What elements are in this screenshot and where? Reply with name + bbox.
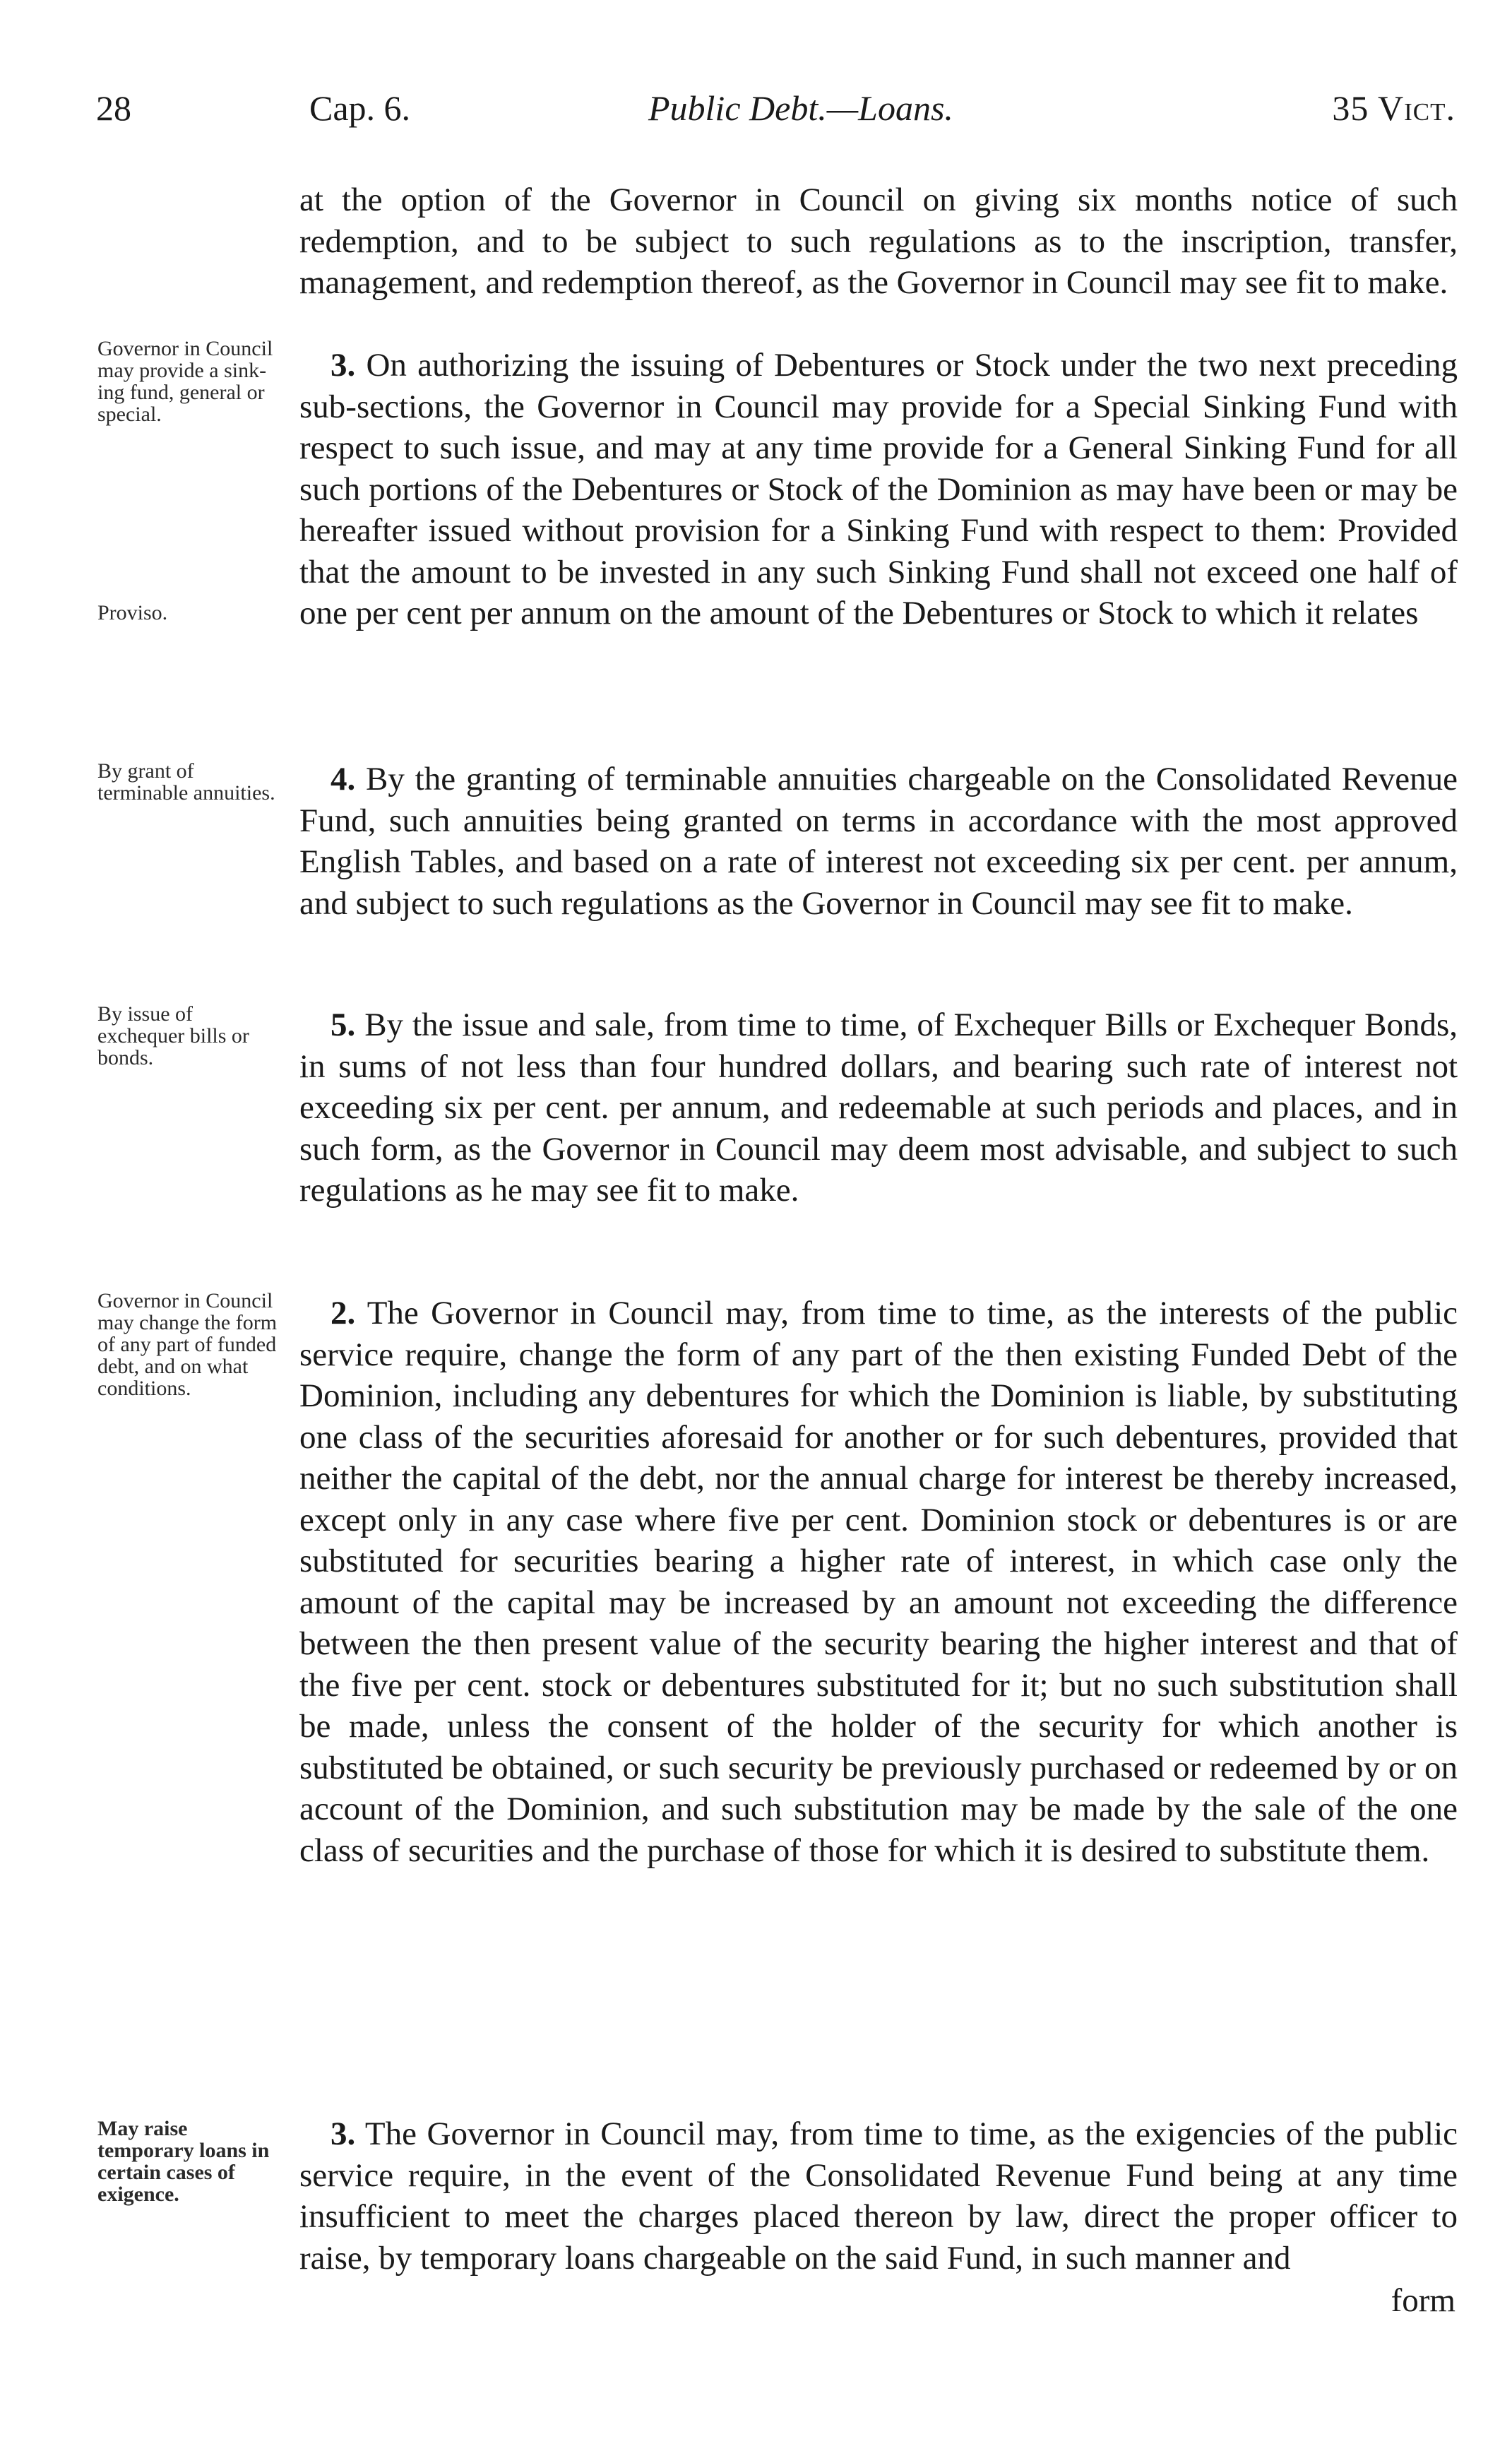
subsection-4-number: 4. bbox=[331, 761, 356, 797]
margin-note-proviso: Proviso. bbox=[97, 601, 168, 624]
section-2-number: 2. bbox=[331, 1295, 356, 1331]
margin-note-exchequer: By issue of exchequer bills or bonds. bbox=[97, 1002, 249, 1069]
continuation-paragraph: at the option of the Governor in Council on giving six months notice of such redemption, and to be subject to such regulations as to the inscription, transfer, management, and redemption thereof, as the Governor in Council may see fit to make. bbox=[299, 182, 1458, 301]
section-2-text: The Governor in Council may, from time to time, as the interests of the public service require, change the form of any part of the then existing Funded Debt of the Dominion, including any debentures for which the Dominion is liable, by substituting one class of the securities aforesaid for another or for such debentures, provided that neither the capital of the debt, nor the annual charge for interest be thereby increased, except only in any case where five per cent. Dominion stock or debentures is or are substituted for securities bearing a higher rate of interest, in which case only the amount of the capital may be increased by an amount not exceeding the difference between the then present value of the security bearing the higher interest and that of the five per cent. stock or debentures substituted for it; but no such substitution shall be made, unless the consent of the holder of the security for which another is substituted be obtained, or such security be previously purchased or redeemed by or on account of the Dominion, and such substitution may be made by the sale of the one class of securities and the purchase of those for which it is desired to substitute them. bbox=[299, 1295, 1458, 1869]
subsection-3-number: 3. bbox=[331, 347, 356, 384]
catchword: form bbox=[1391, 2282, 1456, 2319]
margin-note-change-form: Governor in Council may change the form of any part of funded debt, and on what conditions. bbox=[97, 1289, 278, 1400]
running-title: Public Debt.—Loans. bbox=[648, 88, 953, 128]
subsection-5-text: By the issue and sale, from time to time, of Exchequer Bills or Exchequer Bonds, in sums of not less than four hundred dollars, and bearing such rate of interest not exceeding six per cent. per annum, and redeemable at such periods and places, and in such form, as the Governor in Council may deem most advisable, and subject to such regulations as he may see fit to make. bbox=[299, 1007, 1458, 1209]
subsection-3-text: On authorizing the issuing of Debentures or Stock under the two next preceding sub-sections, the Governor in Council may provide for a Special Sinking Fund with respect to such issue, and may at any time provide for a General Sinking Fund for all such portions of the Debentures or Stock of the Dominion as may have been or may be hereafter issued without provision for a Sinking Fund with respect to them: Provided that the amount to be invested in any such Sinking Fund shall not exceed one half of one per cent per annum on the amount of the Debentures or Stock to which it relates bbox=[299, 347, 1458, 631]
margin-note-annuities: By grant of terminable annuities. bbox=[97, 759, 275, 805]
subsection-3-paragraph bbox=[299, 345, 1458, 634]
running-header bbox=[0, 83, 1512, 133]
subsection-5-paragraph bbox=[299, 1004, 1458, 1211]
section-3-text: The Governor in Council may, from time to time, as the exigencies of the public service require, in the event of the Consolidated Revenue Fund being at any time insufficient to meet the charges placed thereon by law, direct the proper officer to raise, by temporary loans chargeable on the said Fund, in such manner and bbox=[299, 2115, 1458, 2277]
page-number: 28 bbox=[96, 88, 131, 128]
subsection-4-text: By the granting of terminable annuities chargeable on the Consolidated Revenue Fund, such annuities being granted on terms in accordance with the most approved English Tables, and based on a rate of interest not exceeding six per cent. per annum, and subject to such regulations as the Governor in Council may see fit to make. bbox=[299, 761, 1458, 922]
section-3-paragraph bbox=[299, 2113, 1458, 2279]
section-2-paragraph bbox=[299, 1293, 1458, 1871]
chapter-label: Cap. 6. bbox=[309, 88, 411, 128]
margin-note-sinking-fund: Governor in Council may provide a sinking fund, general or special. bbox=[97, 337, 273, 426]
subsection-5-number: 5. bbox=[331, 1007, 356, 1043]
section-3-number: 3. bbox=[331, 2115, 356, 2152]
margin-note-temporary-loans: May raise temporary loans in certain cases of exigence. bbox=[97, 2117, 270, 2206]
subsection-4-paragraph bbox=[299, 759, 1458, 924]
regnal-year: 35 Vict. bbox=[1332, 88, 1456, 128]
